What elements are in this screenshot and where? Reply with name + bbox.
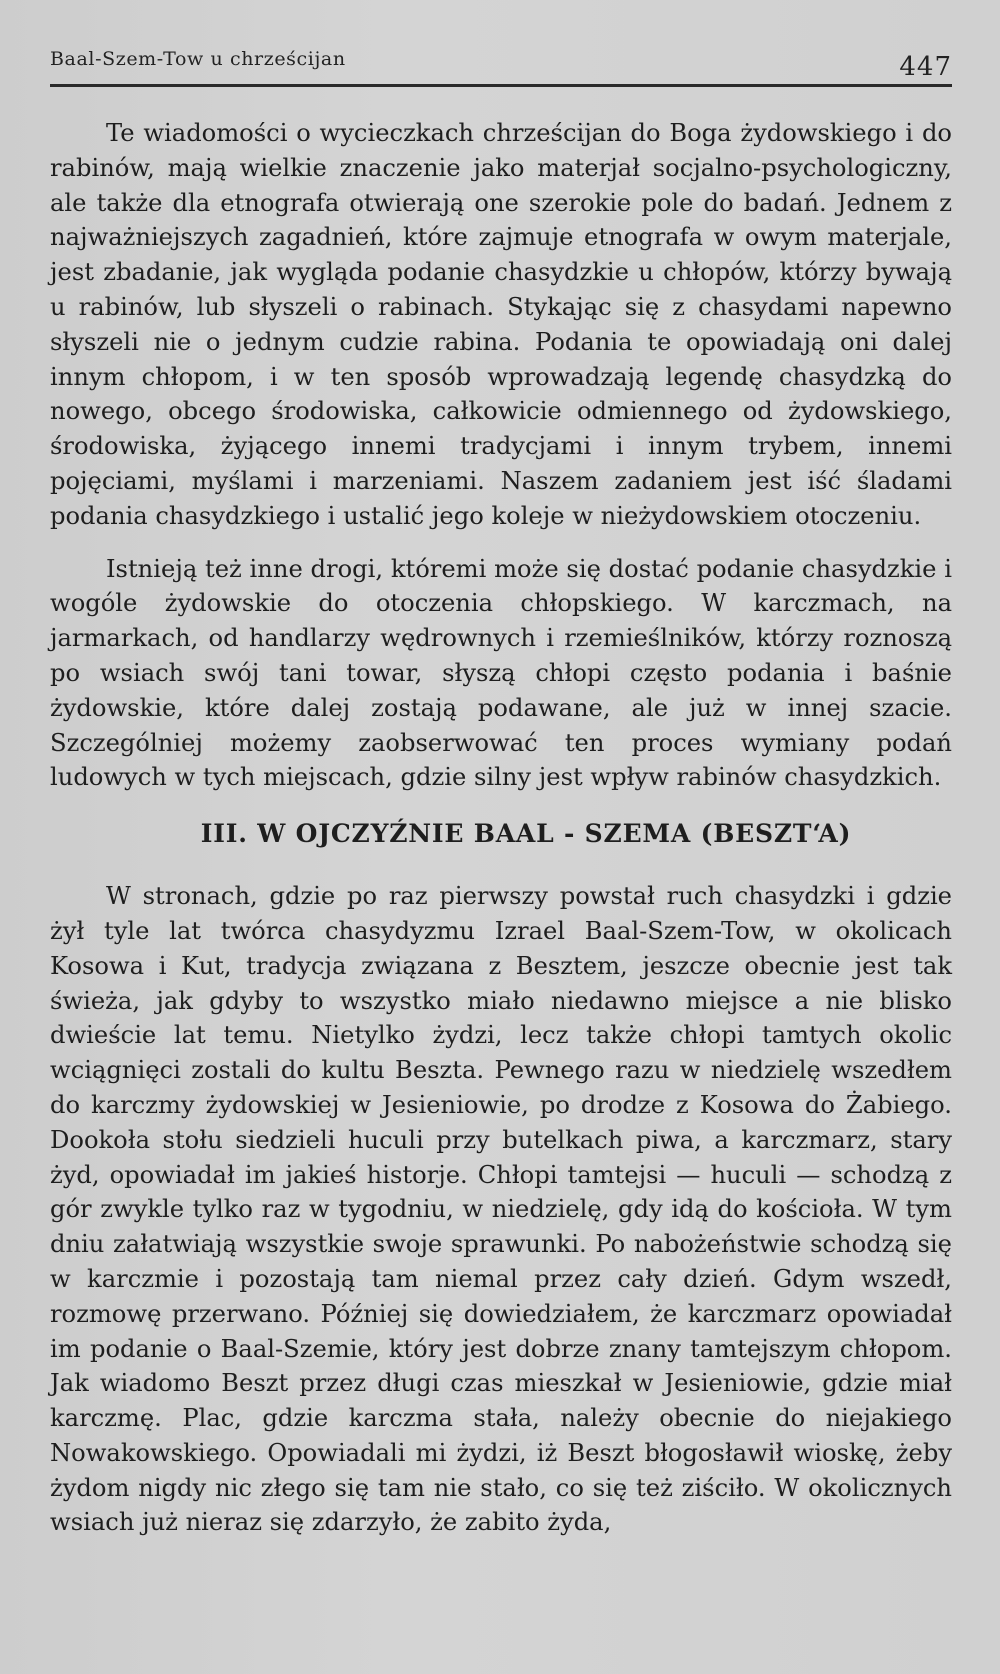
paragraph: Te wiadomości o wycieczkach chrześcijan do Boga żydowskiego i do rabinów, mają wielkie znaczenie jako materjał socjalno-psychologiczny, ale także dla etnografa otwierają one szerokie pole do badań. Jednem z najważniejszych zagadnień, które zajmuje etnografa w owym materjale, jest zbadanie, jak wygląda podanie chasydzkie u chłopów, którzy bywają u rabinów, lub słyszeli o rabinach. Stykając się z chasydami napewno słyszeli nie o jednym cudzie rabina. Podania te opowiadają oni dalej innym chłopom, i w ten sposób wprowadzają legendę chasydzką do nowego, obcego środowiska, całkowicie odmiennego od żydowskiego, środowiska, żyjącego innemi tradycjami i innym trybem, innemi pojęciami, myślami i marzeniami. Naszem zadaniem jest iść śladami podania chasydzkiego i ustalić jego koleje w nieżydowskiem otoczeniu. <box>50 119 952 530</box>
paragraph: Istnieją też inne drogi, któremi może się dostać podanie chasydzkie i wogóle żydowskie do otoczenia chłopskiego. W karczmach, na jarmarkach, od handlarzy wędrownych i rzemieślników, którzy roznoszą po wsiach swój tani towar, słyszą chłopi często podania i baśnie żydowskie, które dalej zostają podawane, ale już w innej szacie. Szczególniej możemy zaobserwować ten proces wymiany podań ludowych w tych miejscach, gdzie silny jest wpływ rabinów chasydzkich. <box>50 554 952 792</box>
header-rule <box>50 84 952 87</box>
paragraph: W stronach, gdzie po raz pierwszy powstał ruch chasydzki i gdzie żył tyle lat twórca chasydyzmu Izrael Baal-Szem-Tow, w okolicach Kosowa i Kut, tradycja związana z Besztem, jeszcze obecnie jest tak świeża, jak gdyby to wszystko miało niedawno miejsce a nie blisko dwieście lat temu. Nietylko żydzi, lecz także chłopi tamtych okolic wciągnięci zostali do kultu Beszta. Pewnego razu w niedzielę wszedłem do karczmy żydowskiej w Jesieniowie, po drodze z Kosowa do Żabiego. Dookoła stołu siedzieli huculi przy butelkach piwa, a karczmarz, stary żyd, opowiadał im jakieś historje. Chłopi tamtejsi — huculi — schodzą z gór zwykle tylko raz w tygodniu, w niedzielę, gdy idą do kościoła. W tym dniu załatwiają wszystkie swoje sprawunki. Po nabożeństwie schodzą się w karczmie i pozostają tam niemal przez cały dzień. Gdym wszedł, rozmowę przerwano. Później się dowiedziałem, że karczmarz opowiadał im podanie o Baal-Szemie, który jest dobrze znany tamtejszym chłopom. Jak wiadomo Beszt przez długi czas mieszkał w Jesieniowie, gdzie miał karczmę. Plac, gdzie karczma stała, należy obecnie do niejakiego Nowakowskiego. Opowiadali mi żydzi, iż Beszt błogosławił wioskę, żeby żydom nigdy nic złego się tam nie stało, co się też ziściło. W okolicznych wsiach już nieraz się zdarzyło, że zabito żyda, <box>50 882 952 1537</box>
section-heading: III. W OJCZYŹNIE BAAL - SZEMA (BESZT‘A) <box>200 819 852 849</box>
running-head: Baal-Szem-Tow u chrześcijan <box>50 48 346 70</box>
page-number: 447 <box>899 52 952 82</box>
page-header <box>50 42 952 88</box>
body-text <box>50 116 952 1540</box>
